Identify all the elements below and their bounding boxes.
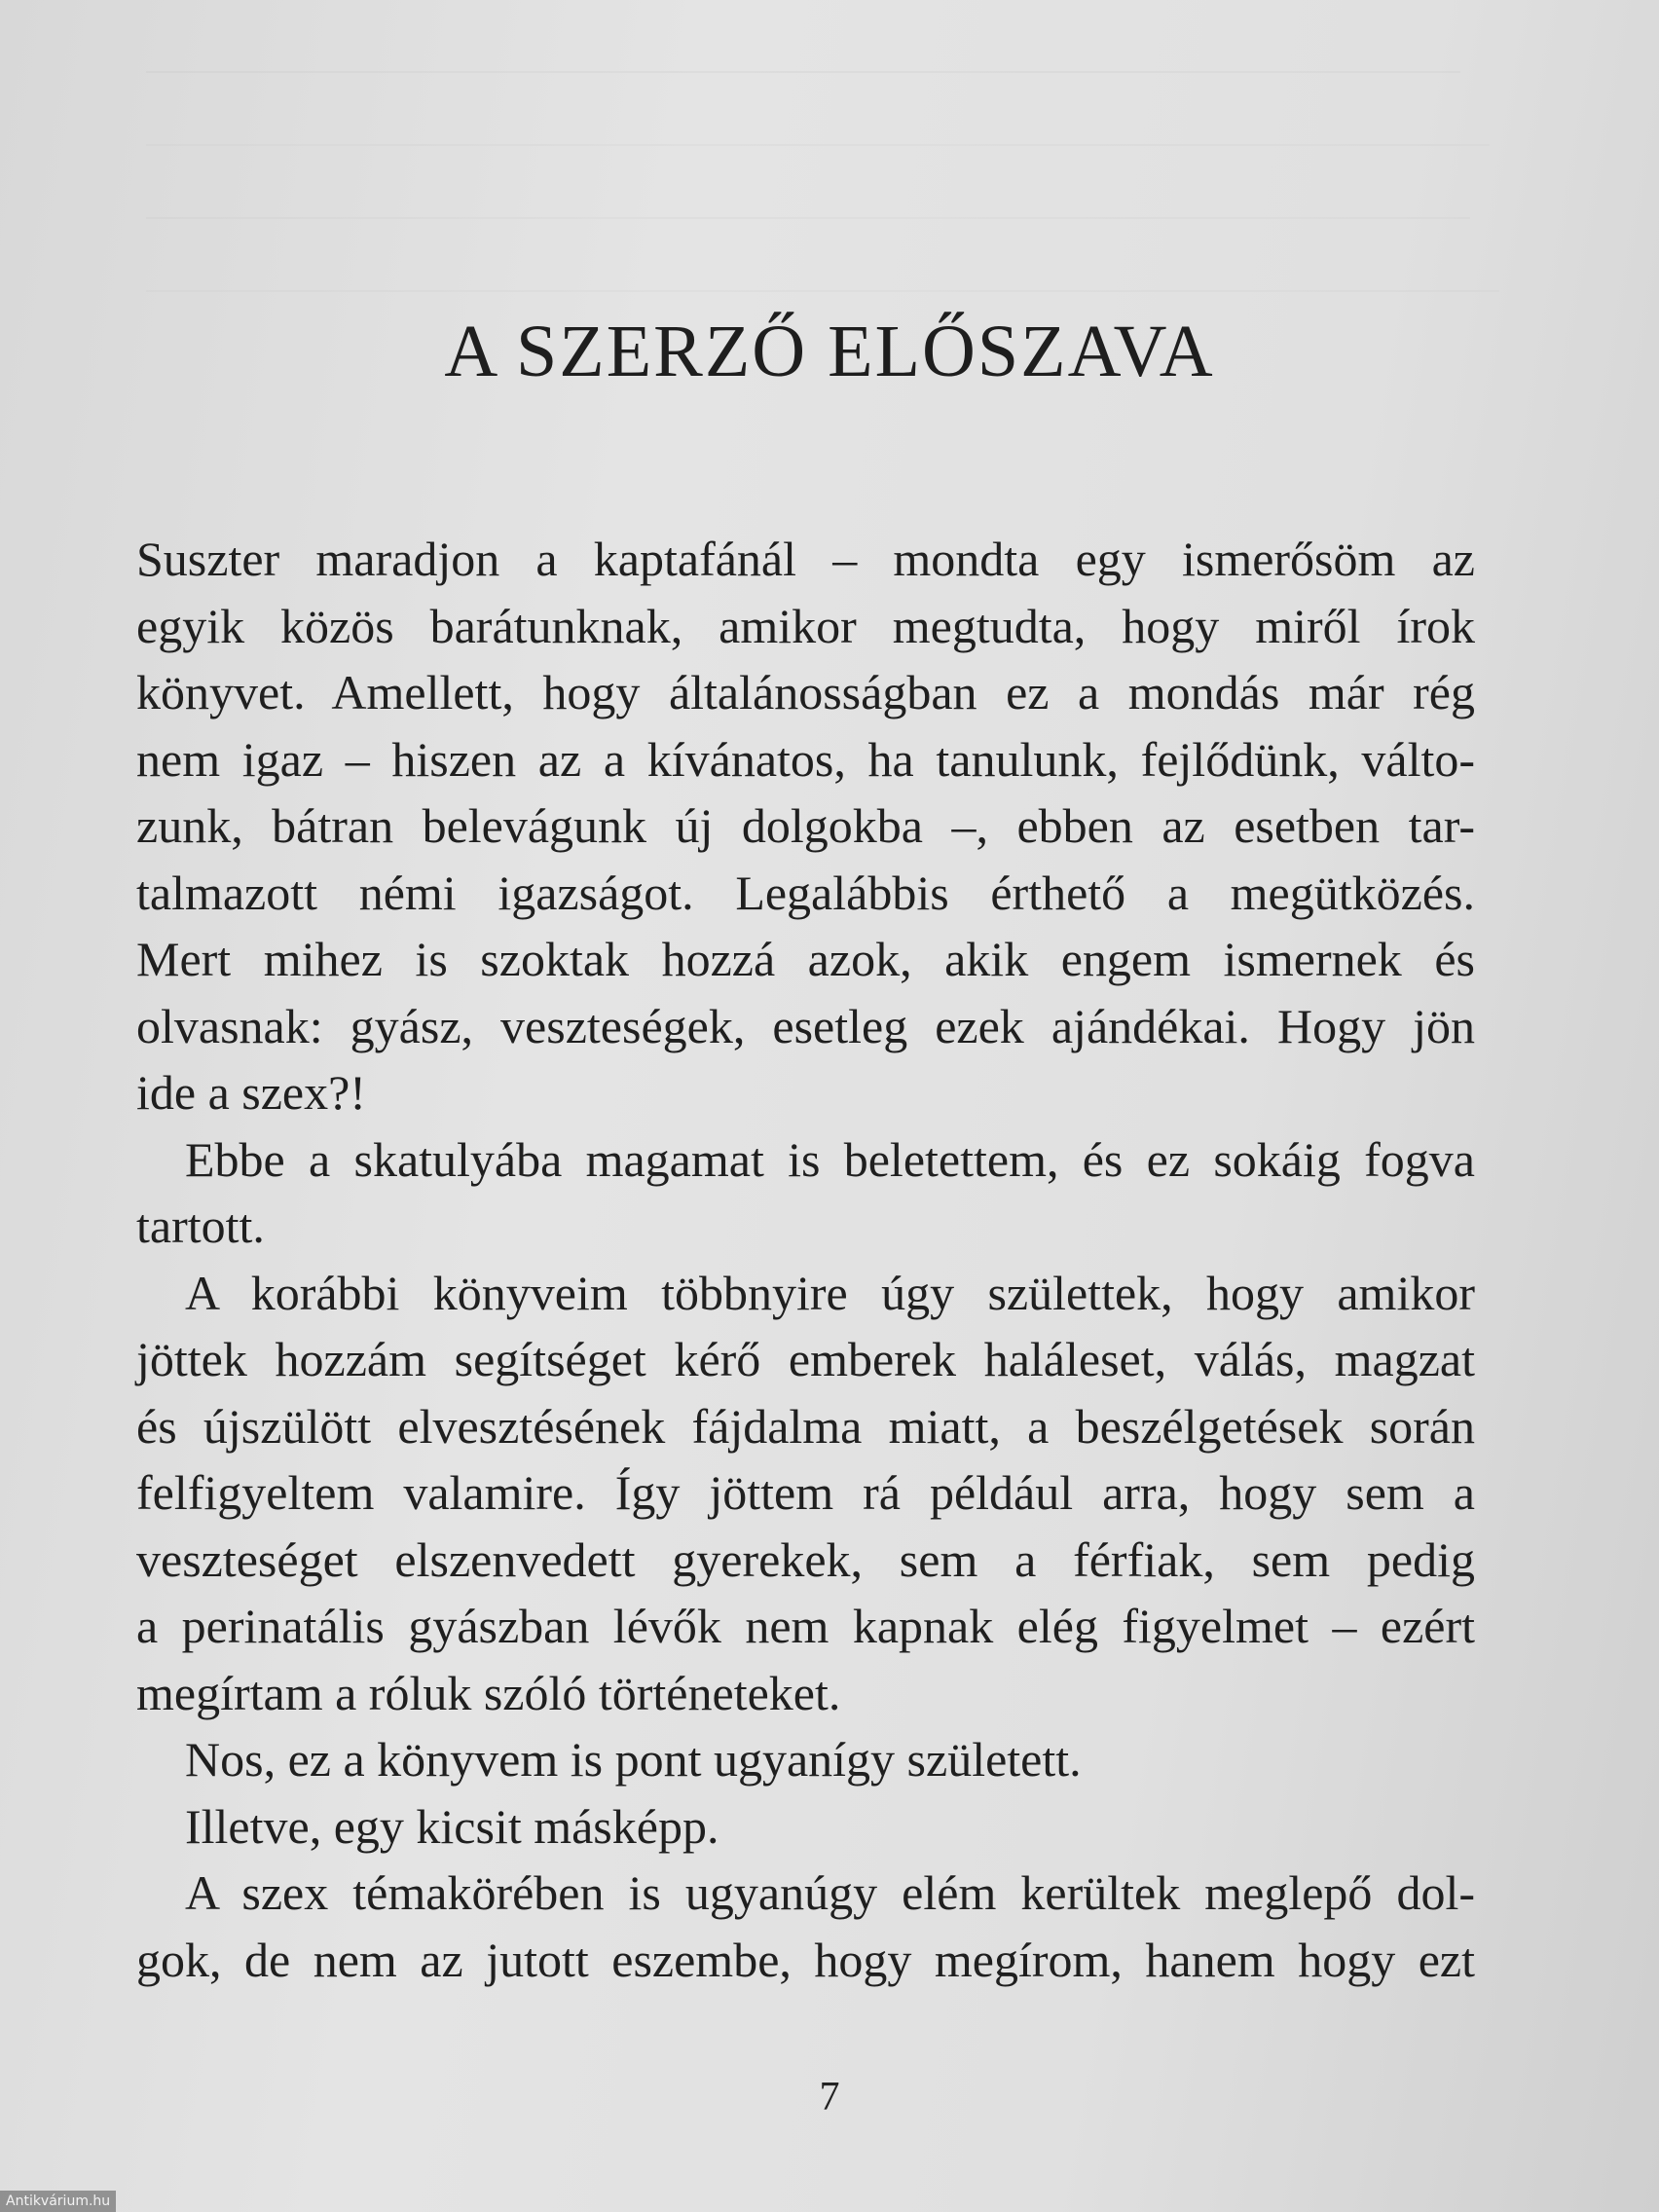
text-line: olvasnak: gyász, veszteségek, esetleg ezek ajándékai. Hogy jön bbox=[136, 998, 1475, 1053]
text-line: A korábbi könyveim többnyire úgy születtek, hogy amikor bbox=[185, 1265, 1475, 1320]
text-line: gok, de nem az jutott eszembe, hogy megírom, hanem hogy ezt bbox=[136, 1932, 1475, 1987]
text-line: nem igaz – hiszen az a kívánatos, ha tanulunk, fejlődünk, válto- bbox=[136, 731, 1475, 787]
text-line: a perinatális gyászban lévők nem kapnak elég figyelmet – ezért bbox=[136, 1599, 1475, 1653]
page-number: 7 bbox=[819, 2075, 840, 2120]
text-line: veszteséget elszenvedett gyerekek, sem a férfiak, sem pedig bbox=[136, 1531, 1475, 1587]
paragraph-2 bbox=[136, 1126, 1475, 1260]
watermark: Antikvárium.hu bbox=[0, 2191, 116, 2212]
paragraph-1 bbox=[136, 526, 1475, 1126]
text-line: talmazott némi igazságot. Legalábbis érthető a megütközés. bbox=[136, 865, 1475, 920]
paragraph-5 bbox=[136, 1793, 1475, 1861]
text-line: zunk, bátran belevágunk új dolgokba –, ebben az esetben tar- bbox=[136, 798, 1475, 853]
paragraph-6 bbox=[136, 1860, 1475, 1993]
text-line: megírtam a róluk szóló történeteket. bbox=[136, 1665, 841, 1720]
chapter-title: A SZERZŐ ELŐSZAVA bbox=[444, 311, 1215, 392]
text-line: egyik közös barátunknak, amikor megtudta, hogy miről írok bbox=[136, 598, 1475, 653]
text-line: Illetve, egy kicsit másképp. bbox=[185, 1798, 719, 1854]
body-text bbox=[136, 526, 1475, 1993]
text-line: felfigyeltem valamire. Így jöttem rá például arra, hogy sem a bbox=[136, 1465, 1475, 1520]
paragraph-4 bbox=[136, 1726, 1475, 1793]
text-line: ide a szex?! bbox=[136, 1065, 366, 1120]
text-line: jöttek hozzám segítséget kérő emberek haláleset, válás, magzat bbox=[136, 1332, 1475, 1386]
text-line: Suszter maradjon a kaptafánál – mondta egy ismerősöm az bbox=[136, 532, 1475, 586]
text-line: Ebbe a skatulyába magamat is beletettem, és ez sokáig fogva bbox=[185, 1131, 1475, 1187]
text-line: A szex témakörében is ugyanúgy elém kerültek meglepő dol- bbox=[185, 1865, 1475, 1920]
text-line: és újszülött elvesztésének fájdalma miatt, a beszélgetések során bbox=[136, 1398, 1475, 1454]
paragraph-3 bbox=[136, 1260, 1475, 1727]
text-line: Nos, ez a könyvem is pont ugyanígy született. bbox=[185, 1732, 1082, 1787]
text-line: könyvet. Amellett, hogy általánosságban ez a mondás már rég bbox=[136, 665, 1475, 719]
show-through-texture bbox=[146, 0, 1509, 292]
text-line: Mert mihez is szoktak hozzá azok, akik engem ismernek és bbox=[136, 932, 1475, 986]
text-line: tartott. bbox=[136, 1198, 265, 1253]
